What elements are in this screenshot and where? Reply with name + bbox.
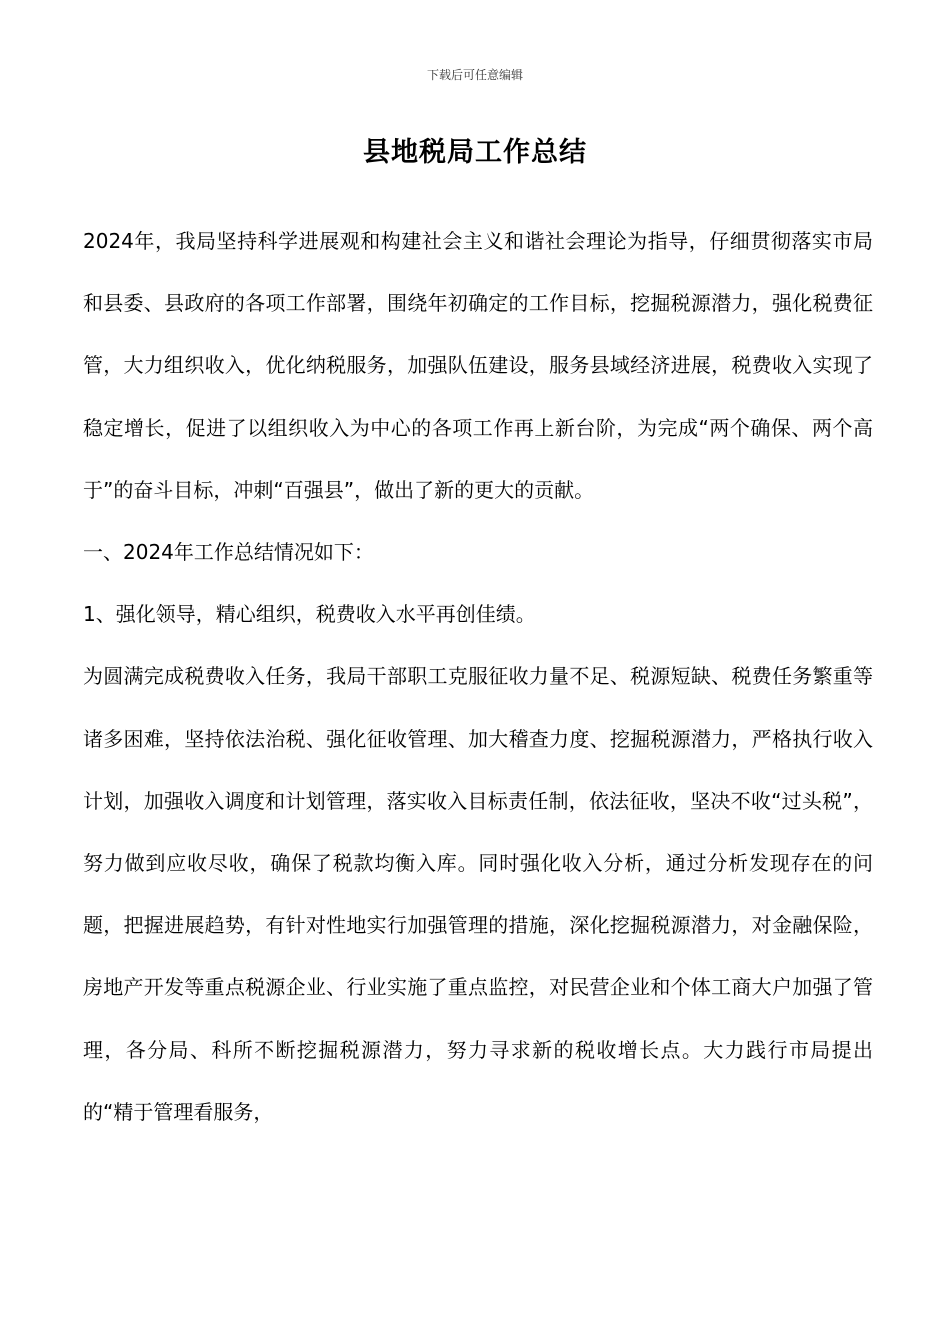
paragraph-detail: 为圆满完成税费收入任务，我局干部职工克服征收力量不足、税源短缺、税费任务繁重等诸多困难，坚持依法治税、强化征收管理、加大稽查力度、挖掘税源潜力，严格执行收入计划，加强收入调度和计划管理，落实收入目标责任制，依法征收，坚决不收“过头税”，努力做到应收尽收，确保了税款均衡入库。同时强化收入分析，通过分析发现存在的问题，把握进展趋势，有针对性地实行加强管理的措施，深化挖掘税源潜力，对金融保险，房地产开发等重点税源企业、行业实施了重点监控，对民营企业和个体工商大户加强了管理，各分局、科所不断挖掘税源潜力，努力寻求新的税收增长点。大力践行市局提出的“精于管理看服务， — [83, 664, 873, 1124]
document-body — [83, 210, 873, 1143]
section-heading: 一、2024年工作总结情况如下： — [83, 540, 374, 565]
header-note: 下载后可任意编辑 — [426, 68, 523, 82]
page-title: 县地税局工作总结 — [363, 137, 587, 168]
subsection-heading: 1、强化领导，精心组织，税费收入水平再创佳绩。 — [83, 602, 536, 627]
paragraph-intro: 2024年，我局坚持科学进展观和构建社会主义和谐社会理论为指导，仔细贯彻落实市局和县委、县政府的各项工作部署，围绕年初确定的工作目标，挖掘税源潜力，强化税费征管，大力组织收入，优化纳税服务，加强队伍建设，服务县域经济进展，税费收入实现了稳定增长，促进了以组织收入为中心的各项工作再上新台阶，为完成“两个确保、两个高于”的奋斗目标，冲刺“百强县”，做出了新的更大的贡献。 — [83, 229, 873, 502]
